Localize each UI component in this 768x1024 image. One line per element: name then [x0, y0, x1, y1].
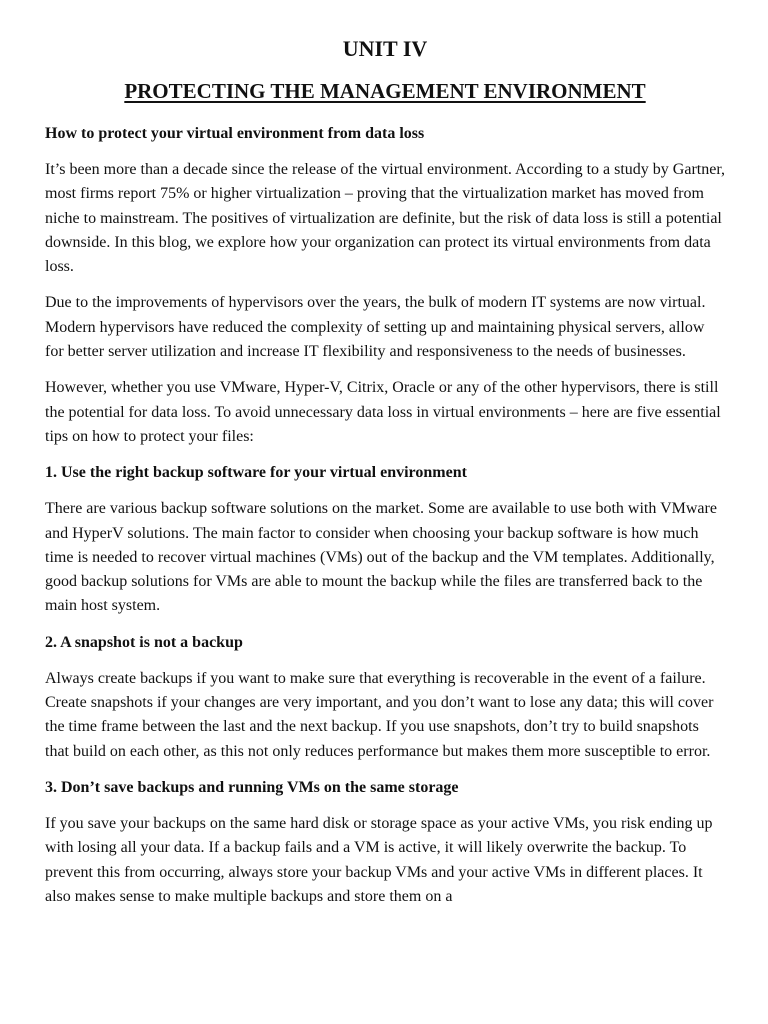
tip-body: If you save your backups on the same hard disk or storage space as your active VMs, you risk ending up with losing all your data. If a backup fails and a VM is active, it will likely overwrite the backup. To prevent this from occurring, always store your backup VMs and your active VMs in different places. It also makes sense to make multiple backups and store them on a — [45, 814, 713, 905]
section-subtitle: How to protect your virtual environment from data loss — [45, 125, 425, 142]
tip-heading: 1. Use the right backup software for your virtual environment — [45, 464, 467, 482]
tip-heading: 2. A snapshot is not a backup — [45, 633, 243, 651]
tip-body: There are various backup software solutions on the market. Some are available to use both with VMware and HyperV solutions. The main factor to consider when choosing your backup software is how much time is needed to recover virtual machines (VMs) out of the backup and the VM templates. Additionally, good backup solutions for VMs are able to mount the backup while the files are transferred back to the main host system. — [45, 500, 717, 615]
unit-heading: UNIT IV — [342, 36, 428, 61]
tip-body: Always create backups if you want to make sure that everything is recoverable in the event of a failure. Create snapshots if your changes are very important, and you don’t want to lose any data; this will cover the time frame between the last and the next backup. If you use snapshots, don’t try to build snapshots that build on each other, as this not only reduces performance but makes them more susceptible to error. — [45, 669, 714, 760]
intro-paragraph: It’s been more than a decade since the release of the virtual environment. According to a study by Gartner, most firms report 75% or higher virtualization – proving that the virtualization market has moved from niche to mainstream. The positives of virtualization are definite, but the risk of data loss is still a potential downside. In this blog, we explore how your organization can protect its virtual environments from data loss. — [45, 161, 725, 276]
intro-paragraph: Due to the improvements of hypervisors over the years, the bulk of modern IT systems are now virtual. Modern hypervisors have reduced the complexity of setting up and maintaining physical servers, allow for better server utilization and increase IT flexibility and responsiveness to the needs of businesses. — [45, 294, 706, 361]
document-page — [45, 34, 725, 921]
tip-heading: 3. Don’t save backups and running VMs on the same storage — [45, 778, 459, 796]
intro-paragraph: However, whether you use VMware, Hyper-V, Citrix, Oracle or any of the other hypervisors, there is still the potential for data loss. To avoid unnecessary data loss in virtual environments – here are five essential tips on how to protect your files: — [45, 379, 721, 445]
chapter-title-text: PROTECTING THE MANAGEMENT ENVIRONMENT — [124, 79, 646, 103]
chapter-title — [45, 78, 725, 104]
